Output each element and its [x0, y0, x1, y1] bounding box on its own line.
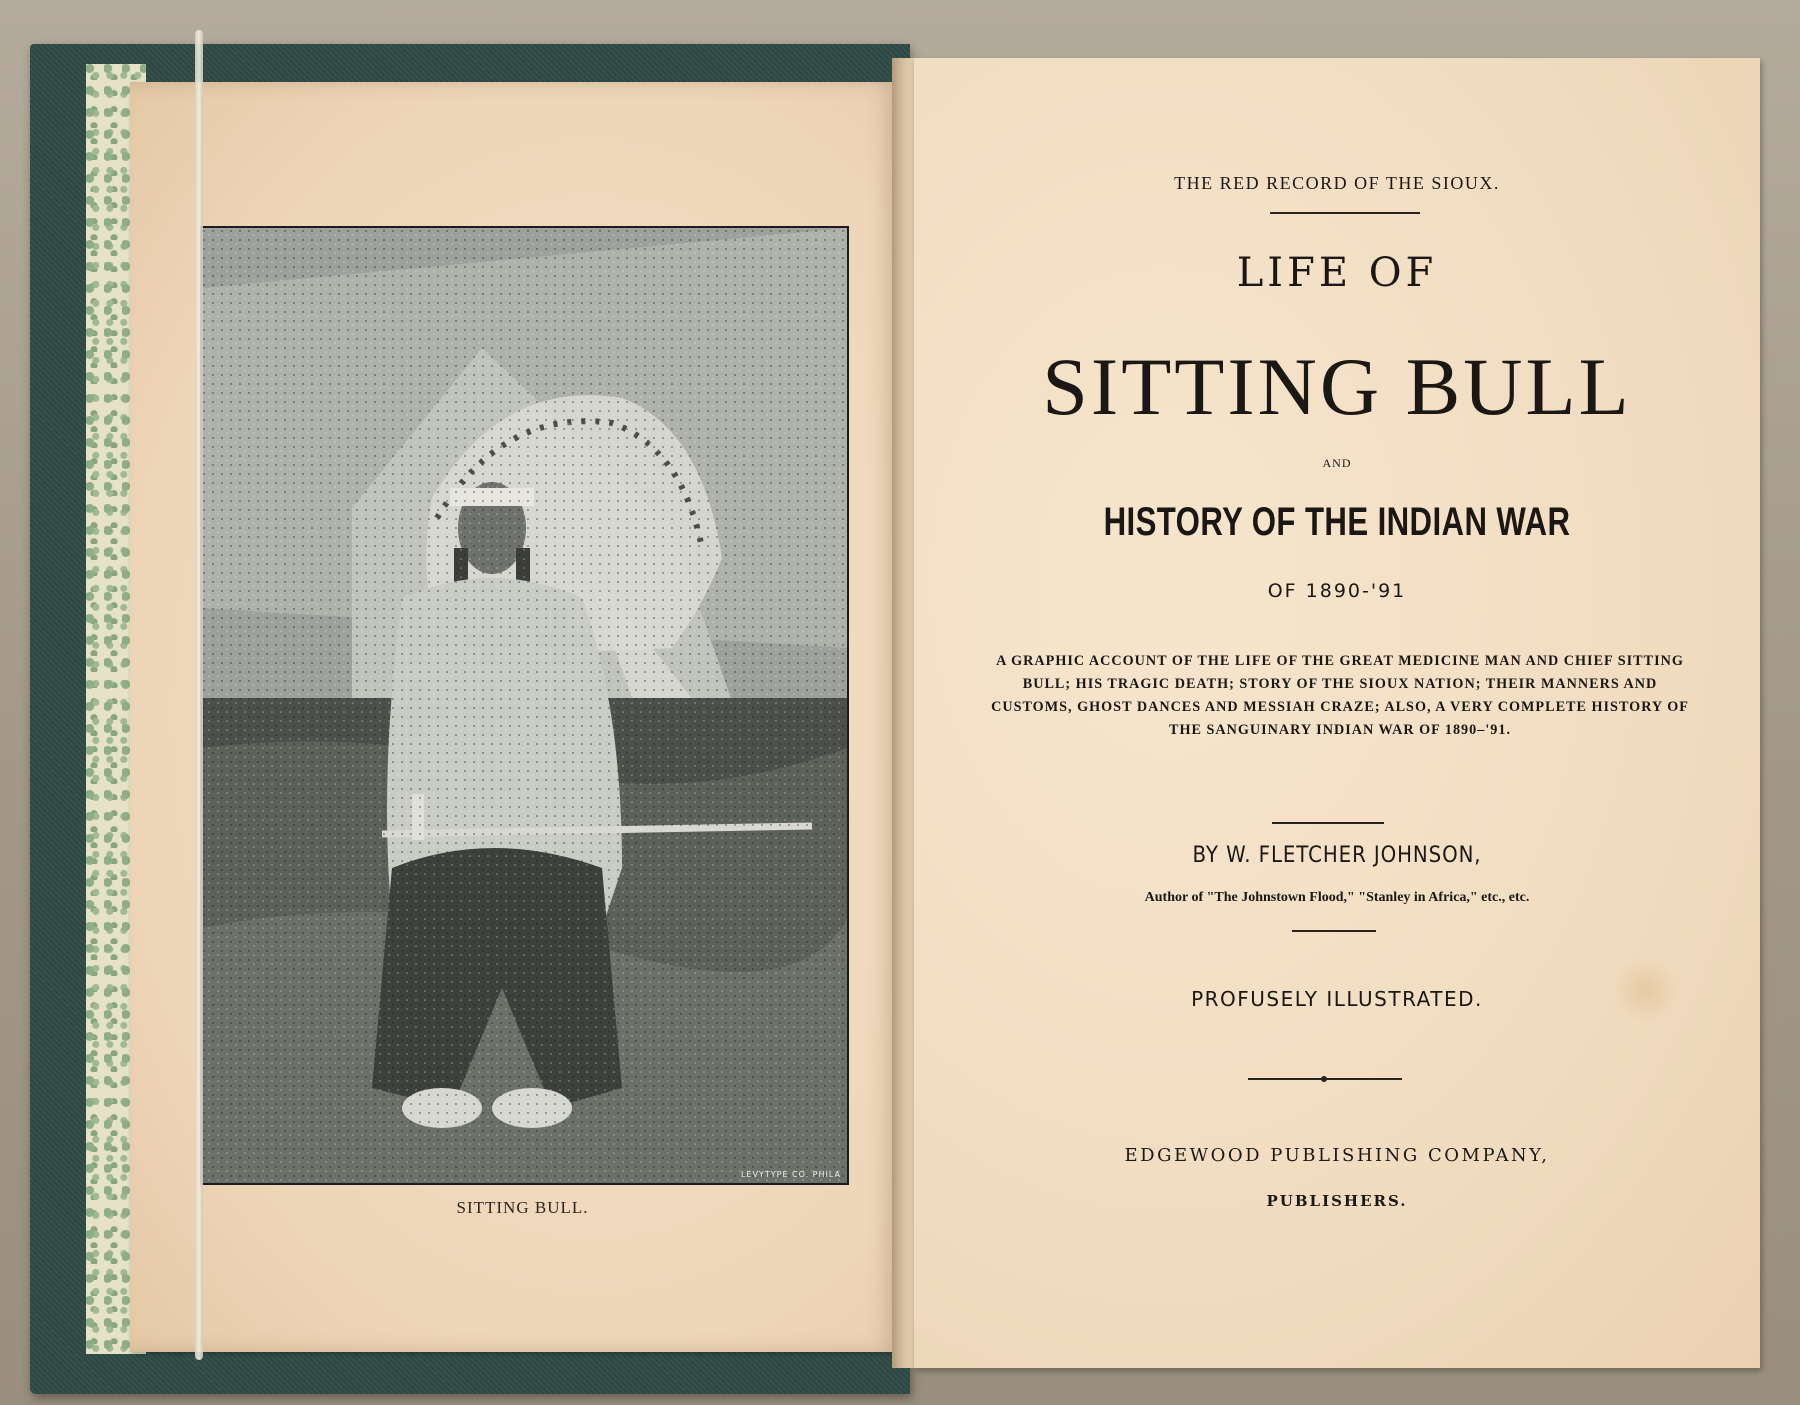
subtitle-years: OF 1890-'91: [1267, 580, 1407, 602]
sitting-bull-portrait: [200, 226, 849, 1185]
series-title: THE RED RECORD OF THE SIOUX.: [1174, 173, 1500, 193]
illustrated-note: PROFUSELY ILLUSTRATED.: [1191, 987, 1483, 1011]
life-of-heading: LIFE OF: [1236, 250, 1438, 296]
portrait-caption: SITTING BULL.: [456, 1198, 589, 1217]
description-text: A GRAPHIC ACCOUNT OF THE LIFE OF THE GREAT MEDICINE MAN AND CHIEF SITTING BULL; HIS TRAGIC DEATH; STORY OF THE SIOUX NATION; THEIR MANNERS AND CUSTOMS, GHOST DANCES AND MESSIAH CRAZE; ALSO, A VERY COMPLETE HISTORY OF THE SANGUINARY INDIAN WAR OF 1890–'91.: [991, 653, 1689, 738]
author-line: BY W. FLETCHER JOHNSON,: [1192, 843, 1482, 868]
engraver-credit: LEVYTYPE CO. PHILA: [740, 1170, 841, 1179]
rule-divider: [1272, 822, 1384, 824]
publisher-name: EDGEWOOD PUBLISHING COMPANY,: [1124, 1145, 1550, 1166]
subtitle: HISTORY OF THE INDIAN WAR: [1103, 500, 1571, 544]
rule-divider: [1270, 212, 1420, 214]
author-credits: Author of "The Johnstown Flood," "Stanley in Africa," etc., etc.: [1144, 890, 1530, 905]
and-connector: AND: [1322, 456, 1352, 470]
portrait-illustration: [202, 228, 847, 1183]
elastic-band: [195, 30, 203, 1360]
ornamental-rule: [1248, 1078, 1402, 1080]
publisher-imprint: PUBLISHERS.: [1266, 1192, 1408, 1210]
main-title: SITTING BULL: [1042, 341, 1632, 432]
rule-divider: [1292, 930, 1376, 932]
